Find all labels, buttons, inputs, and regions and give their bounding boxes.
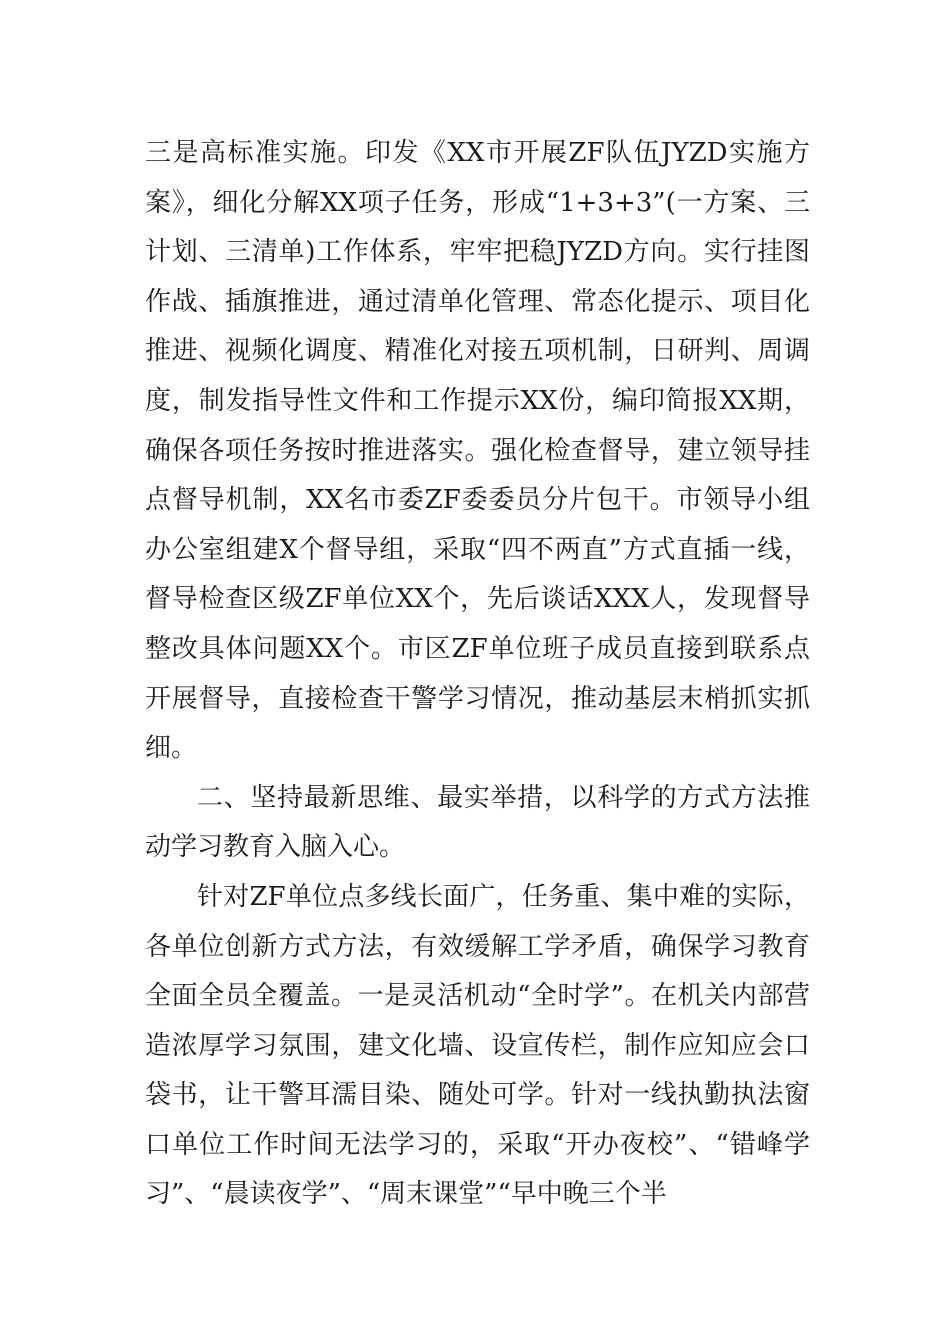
document-body	[145, 129, 810, 1220]
section-heading-two: 二、坚持最新思维、最实举措，以科学的方式方法推动学习教育入脑入心。	[145, 782, 810, 863]
paragraph-methods: 针对ZF单位点多线长面广，任务重、集中难的实际，各单位创新方式方法，有效缓解工学矛盾，确保学习教育全面全员全覆盖。一是灵活机动“全时学”。在机关内部营造浓厚学习氛围，建文化墙、设宣传栏，制作应知应会口袋书，让干警耳濡目染、随处可学。针对一线执勤执法窗口单位工作时间无法学习的，采取“开办夜校”、“错峰学习”、“晨读夜学”、“周末课堂”“早中晚三个半	[145, 881, 810, 1210]
paragraph-implementation: 三是高标准实施。印发《XX市开展ZF队伍JYZD实施方案》，细化分解XX项子任务，形成“1+3+3”(一方案、三计划、三清单)工作体系，牢牢把稳JYZD方向。实行挂图作战、插旗推进，通过清单化管理、常态化提示、项目化推进、视频化调度、精准化对接五项机制，日研判、周调度，制发指导性文件和工作提示XX份，编印简报XX期，确保各项任务按时推进落实。强化检查督导，建立领导挂点督导机制，XX名市委ZF委委员分片包干。市领导小组办公室组建X个督导组，采取“四不两直”方式直插一线，督导检查区级ZF单位XX个，先后谈话XXX人，发现督导整改具体问题XX个。市区ZF单位班子成员直接到联系点开展督导，直接检查干警学习情况，推动基层末梢抓实抓细。	[145, 138, 810, 764]
